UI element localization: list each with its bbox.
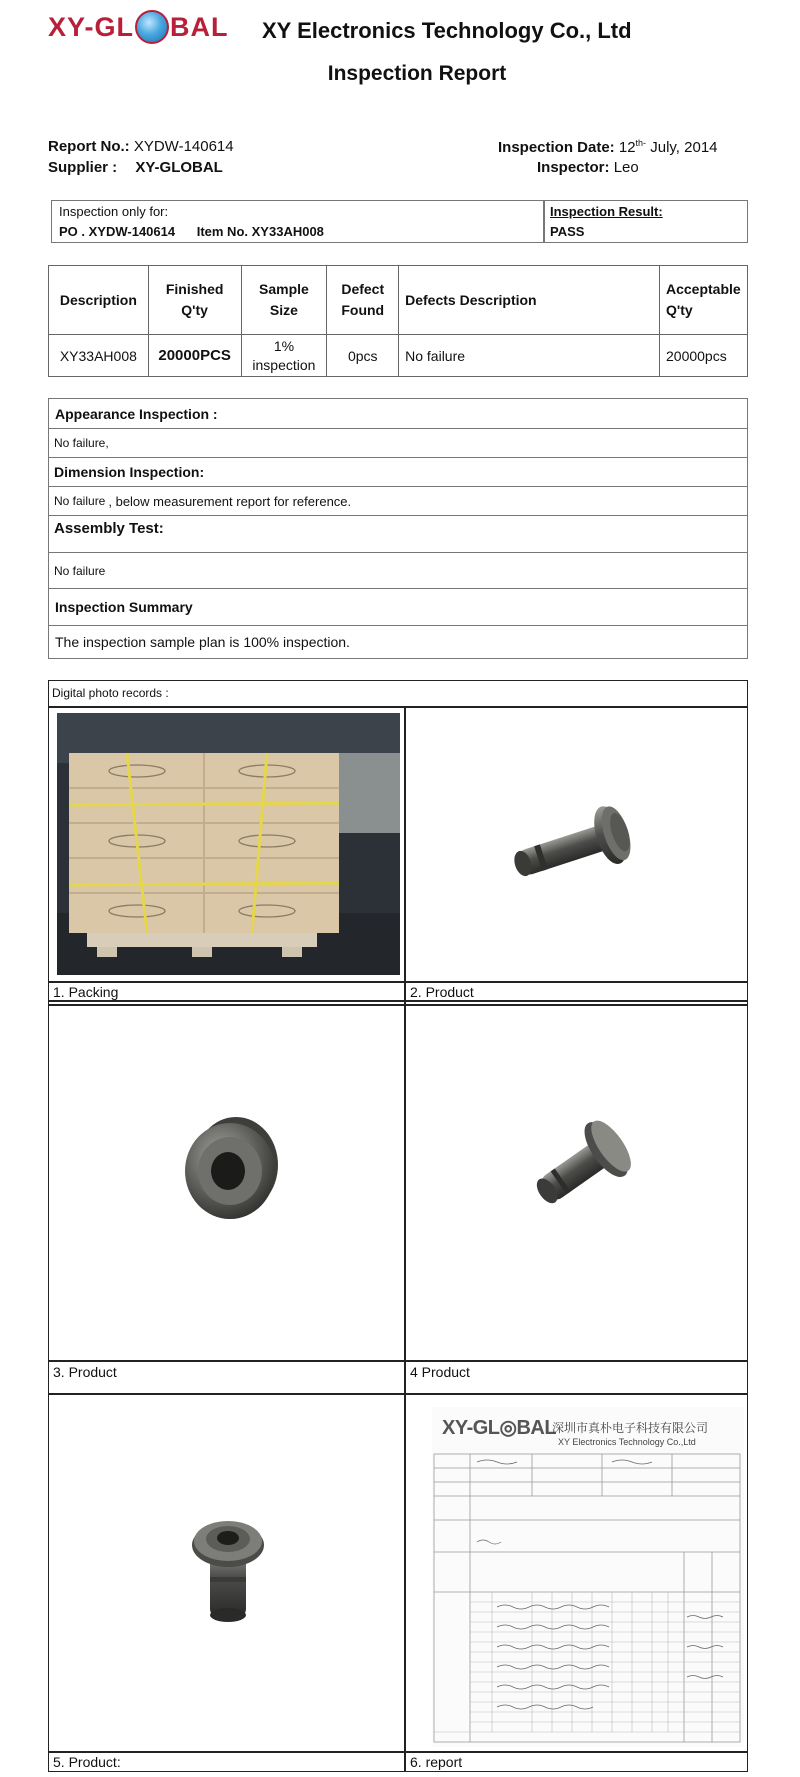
logo-text-left: XY-GL	[48, 11, 135, 42]
th-finished-qty-text: Finished Q'ty	[165, 281, 224, 318]
inspector-value: Leo	[613, 159, 639, 176]
report-scan	[432, 1407, 744, 1747]
photo-heading: Digital photo records :	[52, 686, 169, 700]
product-photo-5	[188, 1515, 268, 1625]
item-value: XY33AH008	[251, 224, 324, 239]
summary-table-row	[49, 335, 748, 377]
supplier-label: Supplier :	[48, 159, 118, 176]
grid-line-h6	[48, 1393, 748, 1395]
caption-6: 6. report	[410, 1754, 463, 1770]
globe-icon	[135, 10, 169, 44]
assembly-text: No failure	[48, 552, 748, 589]
inspection-only-for: Inspection only for:	[59, 204, 169, 219]
product-photo-3	[178, 1115, 288, 1225]
grid-line-h7	[48, 1751, 748, 1753]
product-photo-2	[500, 800, 660, 890]
td-sample-size	[241, 335, 327, 377]
inspection-date-day: 12	[618, 139, 636, 156]
report-scan-company-en: XY Electronics Technology Co.,Ltd	[558, 1437, 696, 1447]
grid-line-h2	[48, 981, 748, 983]
report-title: Inspection Report	[327, 62, 507, 85]
summary-title: Inspection Summary	[48, 588, 748, 626]
assembly-title: Assembly Test:	[48, 515, 748, 553]
grid-line-h4	[48, 1004, 748, 1006]
po-line	[59, 224, 324, 239]
grid-line-v	[404, 706, 406, 1772]
company-logo	[48, 10, 229, 44]
report-scan-logo: XY-GL◎BAL	[442, 1417, 557, 1439]
supplier-value: XY-GLOBAL	[135, 159, 223, 176]
po-value: XYDW-140614	[88, 224, 176, 239]
th-acceptable-qty-text: Acceptable Q'ty	[666, 281, 741, 318]
report-scan-grid	[432, 1452, 744, 1747]
grid-line-h5	[48, 1360, 748, 1362]
th-defects-description: Defects Description	[399, 266, 660, 335]
packing-photo	[57, 713, 400, 975]
dimension-text-a: No failure	[54, 494, 106, 508]
company-name: XY Electronics Technology Co., Ltd	[262, 18, 632, 43]
summary-table	[48, 265, 748, 377]
product-photo-4	[528, 1110, 638, 1225]
td-sample-size-text: 1% inspection	[252, 337, 316, 373]
caption-1: 1. Packing	[53, 984, 119, 1000]
inspection-date	[498, 138, 718, 156]
grid-line-h1	[48, 706, 748, 708]
caption-3: 3. Product	[53, 1364, 117, 1380]
logo-text-right: BAL	[170, 11, 229, 42]
grid-line-h3	[48, 1000, 748, 1002]
th-defect-found	[327, 266, 399, 335]
report-no	[48, 138, 234, 155]
po-divider	[543, 201, 545, 243]
summary-table-header	[49, 266, 748, 335]
caption-4: 4 Product	[410, 1364, 470, 1380]
td-description: XY33AH008	[49, 335, 149, 377]
caption-5: 5. Product:	[53, 1754, 121, 1770]
td-defect-found: 0pcs	[327, 335, 399, 377]
appearance-text: No failure,	[48, 428, 748, 458]
td-finished-qty: 20000PCS	[148, 335, 241, 377]
po-box	[51, 200, 748, 243]
dimension-text-b: , below measurement report for reference.	[108, 493, 352, 509]
td-acceptable-qty: 20000pcs	[660, 335, 748, 377]
item-label: Item No.	[196, 224, 249, 239]
result-value: PASS	[550, 224, 585, 239]
inspection-date-label: Inspection Date:	[498, 139, 615, 156]
th-sample-size	[241, 266, 327, 335]
inspection-date-sup: th-	[635, 138, 647, 148]
caption-2: 2. Product	[410, 984, 474, 1000]
dimension-row	[48, 486, 748, 516]
inspector	[537, 159, 639, 176]
report-no-value: XYDW-140614	[133, 138, 234, 155]
po-label: PO .	[59, 224, 86, 239]
th-acceptable-qty	[660, 266, 748, 335]
report-scan-company-cn: 深圳市真朴电子科技有限公司	[552, 1421, 709, 1435]
inspection-date-rest: July, 2014	[650, 139, 718, 156]
result-label: Inspection Result:	[550, 204, 663, 219]
th-description: Description	[49, 266, 149, 335]
report-no-label: Report No.:	[48, 138, 130, 155]
th-finished-qty	[148, 266, 241, 335]
summary-text: The inspection sample plan is 100% inspection.	[48, 625, 748, 659]
td-defects-description: No failure	[399, 335, 660, 377]
th-sample-size-text: Sample Size	[259, 281, 309, 318]
dimension-title: Dimension Inspection:	[48, 457, 748, 487]
appearance-title: Appearance Inspection :	[48, 398, 748, 429]
supplier	[48, 159, 223, 176]
inspector-label: Inspector:	[537, 159, 610, 176]
th-defect-found-text: Defect Found	[341, 281, 385, 318]
